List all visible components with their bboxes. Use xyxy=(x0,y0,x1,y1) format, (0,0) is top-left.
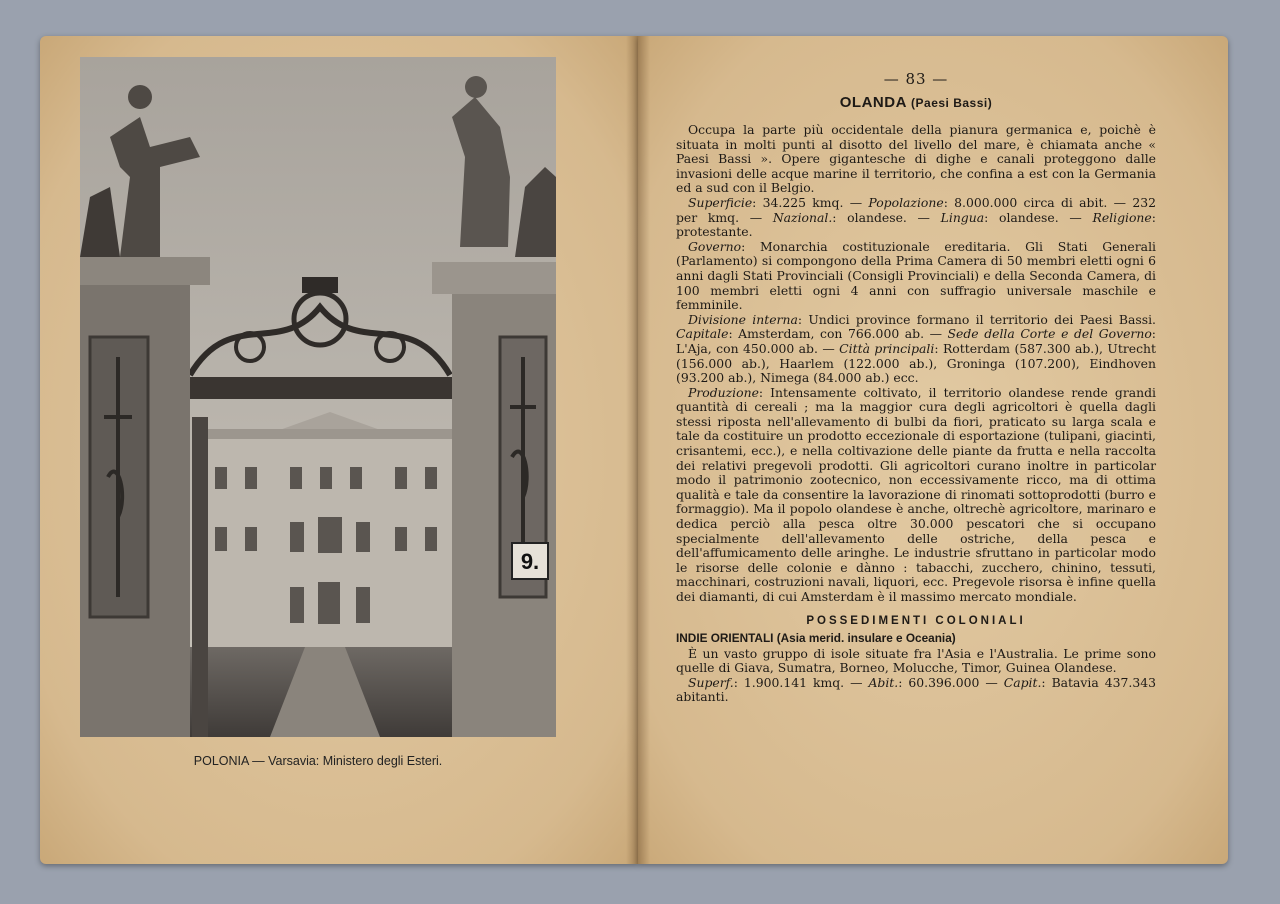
governo-label: Governo xyxy=(688,238,742,254)
photo-warsaw-ministry xyxy=(80,57,556,737)
sede-text: : L'Aja, con 450.000 ab. — xyxy=(676,326,1156,356)
capitale-text: : Amsterdam, con 766.000 ab. — xyxy=(728,326,942,342)
indie-heading: INDIE ORIENTALI (Asia merid. insulare e Oceania) xyxy=(676,630,956,645)
nazional-value: : olandese. — xyxy=(832,209,930,225)
produzione-paragraph xyxy=(676,386,1156,605)
page-number: — 83 — xyxy=(883,70,949,88)
indie-capit-value: : Batavia 437.343 abitanti. xyxy=(676,674,1156,705)
divisione-label: Divisione interna xyxy=(688,311,798,327)
indie-abit-value: : 60.396.000 — xyxy=(898,674,998,690)
indie-abit-label: Abit. xyxy=(868,674,899,690)
indie-capit-label: Capit. xyxy=(1003,674,1042,690)
intro-paragraph: Occupa la parte più occidentale della pianura germanica e, poichè è situata in molti punti al disotto del livello del mare, è chiamata anche « Paesi Bassi ». Opere gigantesche di dighe e canali proteggono dalle invasioni delle acque marine il territorio, che confina a est con la Germania ed a sud con il Belgio. xyxy=(676,122,1156,196)
lingua-label: Lingua xyxy=(940,209,985,225)
gate-number: 9. xyxy=(520,549,540,574)
produzione-text: : Intensamente coltivato, il territorio olandese rende grandi quantità di cereali ; ma la maggior cura degli agricoltori è quella dagli stessi riposta nell'allevamento di bulbi da fiori, praticato su larga scala e tale da costituire un prodotto eccezionale di esportazione (tulipani, giacinti, crisantemi, ecc.), e nella coltivazione delle piante da frutta e nella raccolta dei relativi pregevoli prodotti. Gli agricoltori curano inoltre in particolar modo il patrimonio zootecnico, non eccessivamente ricco, ma di ottima qualità e tale da consentire la lavorazione di rinomati sottoprodotti (burro e formaggio). Ma il popolo olandese è anche, oltrechè agricoltore, marinaro e dedica perciò alla pesca oltre 30.000 pescatori che si occupano specialmente dell'allevamento delle ostriche, della pesca e dell'affumicamento delle aringhe. Le industrie sfruttano in particolar modo le risorse delle colonie e dànno : tabacchi, zucchero, chinino, tessuti, macchinari, costruzioni navali, liquori, ecc. Pregevole risorsa è infine quella dei diamanti, di cui Amsterdam è il massimo mercato mondiale. xyxy=(676,384,1156,604)
book-gutter xyxy=(626,36,650,864)
citta-text: : Rotterdam (587.300 ab.), Utrecht (156.000 ab.), Haarlem (122.000 ab.), Groninga (107.200), Eindhoven (93.200 ab.), Nimega (84.000 ab.) ecc. xyxy=(676,340,1156,386)
title-sub: (Paesi Bassi) xyxy=(911,96,993,110)
right-page-text xyxy=(676,70,1156,705)
lingua-value: : olandese. — xyxy=(984,209,1082,225)
popolazione-label: Popolazione xyxy=(868,194,944,210)
superficie-value: : 34.225 kmq. — xyxy=(752,194,863,210)
produzione-label: Produzione xyxy=(688,384,759,400)
superficie-label: Superficie xyxy=(688,194,753,210)
capitale-label: Capitale xyxy=(676,326,729,342)
title-main: OLANDA xyxy=(839,94,907,111)
citta-label: Città principali xyxy=(839,340,935,356)
governo-text: : Monarchia costituzionale ereditaria. Gli Stati Generali (Parlamento) si compongono della Prima Camera di 50 membri eletti ogni 6 anni dagli Stati Provinciali (Consigli Provinciali) e della Seconda Camera, di 100 membri eletti ogni 4 anni con suffragio universale maschile e femminile. xyxy=(676,238,1156,313)
section-title xyxy=(676,94,1156,111)
photo-caption: POLONIA — Varsavia: Ministero degli Esteri. xyxy=(193,754,443,768)
palace xyxy=(200,412,460,647)
sede-label: Sede della Corte e del Governo xyxy=(947,326,1152,342)
divisione-text: : Undici province formano il territorio dei Paesi Bassi. xyxy=(797,311,1156,327)
photo-illustration xyxy=(80,57,556,737)
colonial-heading: POSSEDIMENTI COLONIALI xyxy=(806,614,1026,627)
indie-superf-value: : 1.900.141 kmq. — xyxy=(733,674,863,690)
governo-paragraph xyxy=(676,240,1156,313)
stats-paragraph xyxy=(676,196,1156,240)
religione-value: : protestante. xyxy=(676,209,1156,240)
popolazione-value: : 8.000.000 circa di abit. — 232 per kmq. — xyxy=(676,194,1156,225)
nazional-label: Nazional. xyxy=(772,209,833,225)
indie-stats xyxy=(676,676,1156,705)
indie-paragraph: È un vasto gruppo di isole situate fra l'Asia e l'Australia. Le prime sono quelle di Giava, Sumatra, Borneo, Molucche, Timor, Guinea Olandese. xyxy=(676,645,1156,676)
divisione-paragraph xyxy=(676,313,1156,386)
indie-superf-label: Superf. xyxy=(688,674,734,690)
religione-label: Religione xyxy=(1092,209,1152,225)
